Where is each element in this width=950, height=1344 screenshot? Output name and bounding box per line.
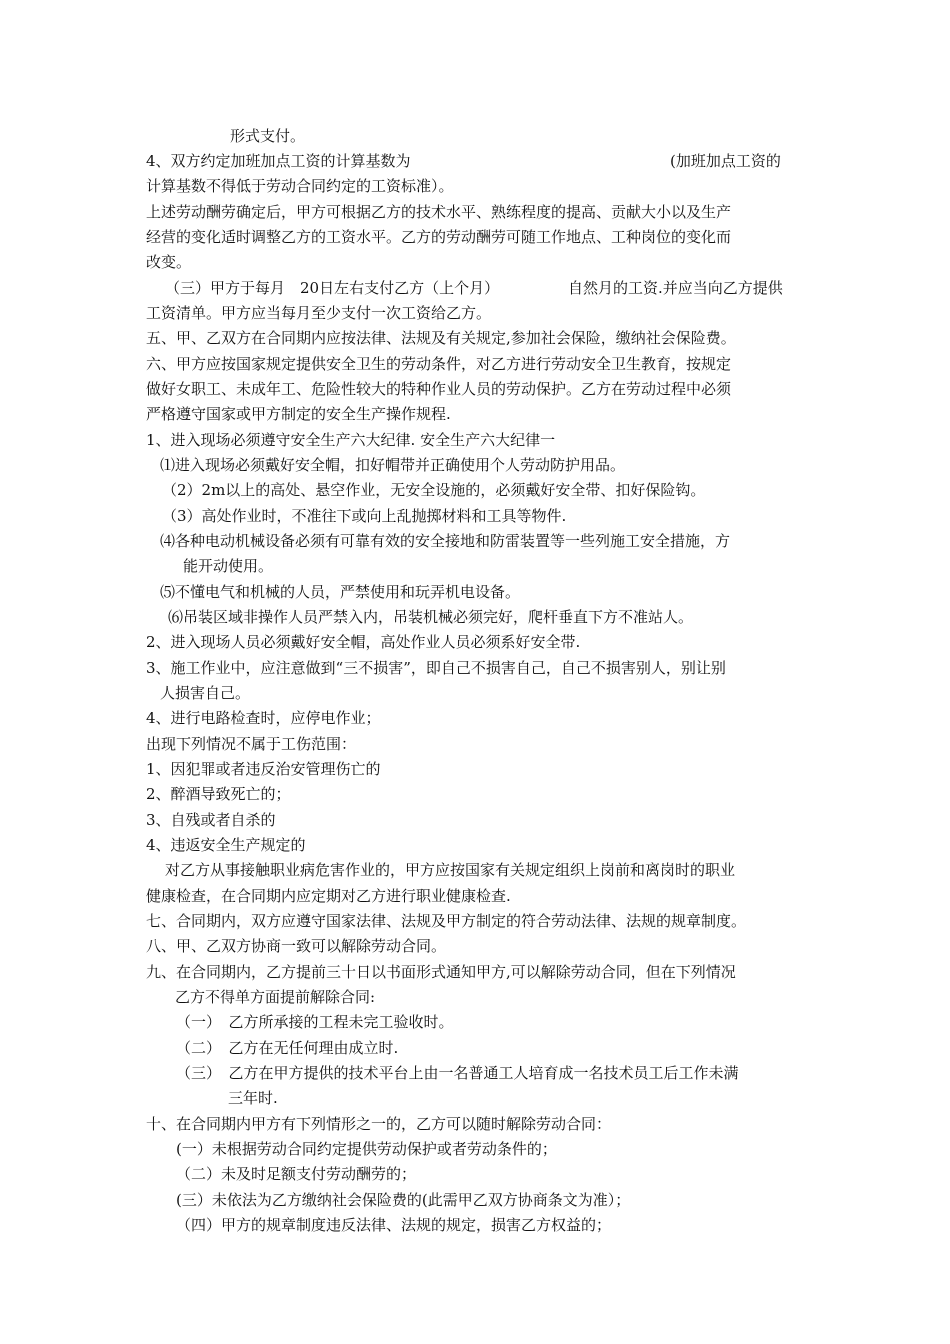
text-line: （三） 乙方在甲方提供的技术平台上由一名普通工人培育成一名技术员工后工作未满	[176, 1064, 739, 1082]
text-line: 4、进行电路检查时，应停电作业；	[146, 709, 381, 727]
text-line: 工资清单。甲方应当每月至少支付一次工资给乙方。	[146, 304, 492, 322]
text-line: 出现下列情况不属于工伤范围：	[146, 735, 357, 753]
text-line: 经营的变化适时调整乙方的工资水平。乙方的劳动酬劳可随工作地点、工种岗位的变化而	[146, 228, 732, 246]
text-line: ⑹吊装区域非操作人员严禁入内，吊装机械必须完好，爬杆垂直下方不准站人。	[168, 608, 694, 626]
text-line: 乙方不得单方面提前解除合同:	[175, 988, 376, 1006]
text-line: （二）未及时足额支付劳动酬劳的；	[176, 1165, 417, 1183]
text-line: 能开动使用。	[183, 557, 274, 575]
text-line: 3、施工作业中，应注意做到“三不损害”，即自己不损害自己，自己不损害别人，别让别	[146, 659, 726, 677]
text-line: ⑸不懂电气和机械的人员，严禁使用和玩弄机电设备。	[160, 583, 521, 601]
text-line: 1、进入现场必须遵守安全生产六大纪律. 安全生产六大纪律一	[146, 431, 556, 449]
text-line: 九、在合同期内，乙方提前三十日以书面形式通知甲方,可以解除劳动合同，但在下列情况	[146, 963, 736, 981]
text-line: 1、因犯罪或者违反治安管理伤亡的	[146, 760, 381, 778]
text-line: 五、甲、乙双方在合同期内应按法律、法规及有关规定,参加社会保险，缴纳社会保险费。	[146, 329, 736, 347]
text-line: 对乙方从事接触职业病危害作业的，甲方应按国家有关规定组织上岗前和离岗时的职业	[165, 861, 736, 879]
text-line: 做好女职工、未成年工、危险性较大的特种作业人员的劳动保护。乙方在劳动过程中必须	[146, 380, 732, 398]
text-line: （2）2m以上的高处、悬空作业，无安全设施的，必须戴好安全带、扣好保险钩。	[162, 481, 706, 499]
text-line: 4、双方约定加班加点工资的计算基数为	[146, 152, 411, 170]
text-line: 自然月的工资.并应当向乙方提供	[568, 279, 783, 297]
text-line: (加班加点工资的	[670, 152, 781, 170]
text-line: 2、进入现场人员必须戴好安全帽，高处作业人员必须系好安全带.	[146, 633, 581, 651]
text-line: 上述劳动酬劳确定后，甲方可根据乙方的技术水平、熟练程度的提高、贡献大小以及生产	[146, 203, 732, 221]
text-line: 十、在合同期内甲方有下列情形之一的，乙方可以随时解除劳动合同：	[146, 1115, 612, 1133]
text-line: 人损害自己。	[160, 684, 251, 702]
text-line: （二） 乙方在无任何理由成立时.	[176, 1039, 399, 1057]
text-line: (一）未根据劳动合同约定提供劳动保护或者劳动条件的；	[176, 1140, 557, 1158]
text-line: 形式支付。	[230, 127, 306, 145]
text-line: (三）未依法为乙方缴纳社会保险费的(此需甲乙双方协商条文为准）；	[176, 1191, 631, 1209]
text-line: 健康检查，在合同期内应定期对乙方进行职业健康检查.	[146, 887, 511, 905]
text-line: 3、自残或者自杀的	[146, 811, 276, 829]
text-line: （三）甲方于每月 20日左右支付乙方（上个月）	[165, 279, 500, 297]
text-line: 严格遵守国家或甲方制定的安全生产操作规程.	[146, 405, 451, 423]
text-line: 三年时.	[228, 1089, 278, 1107]
text-line: （3）高处作业时，不准往下或向上乱抛掷材料和工具等物件.	[162, 507, 567, 525]
text-line: 4、违返安全生产规定的	[146, 836, 306, 854]
text-line: 2、醉酒导致死亡的；	[146, 785, 291, 803]
text-line: 八、甲、乙双方协商一致可以解除劳动合同。	[146, 937, 447, 955]
text-line: 七、合同期内，双方应遵守国家法律、法规及甲方制定的符合劳动法律、法规的规章制度。	[146, 912, 747, 930]
text-line: 改变。	[146, 253, 192, 271]
text-line: 计算基数不得低于劳动合同约定的工资标准）。	[146, 177, 454, 195]
text-line: ⑴进入现场必须戴好安全帽，扣好帽带并正确使用个人劳动防护用品。	[160, 456, 626, 474]
text-line: 六、甲方应按国家规定提供安全卫生的劳动条件，对乙方进行劳动安全卫生教育，按规定	[146, 355, 732, 373]
text-line: ⑷各种电动机械设备必须有可靠有效的安全接地和防雷装置等一些列施工安全措施，方	[160, 532, 731, 550]
text-line: （一） 乙方所承接的工程未完工验收时。	[176, 1013, 454, 1031]
text-line: （四）甲方的规章制度违反法律、法规的规定，损害乙方权益的；	[176, 1216, 612, 1234]
